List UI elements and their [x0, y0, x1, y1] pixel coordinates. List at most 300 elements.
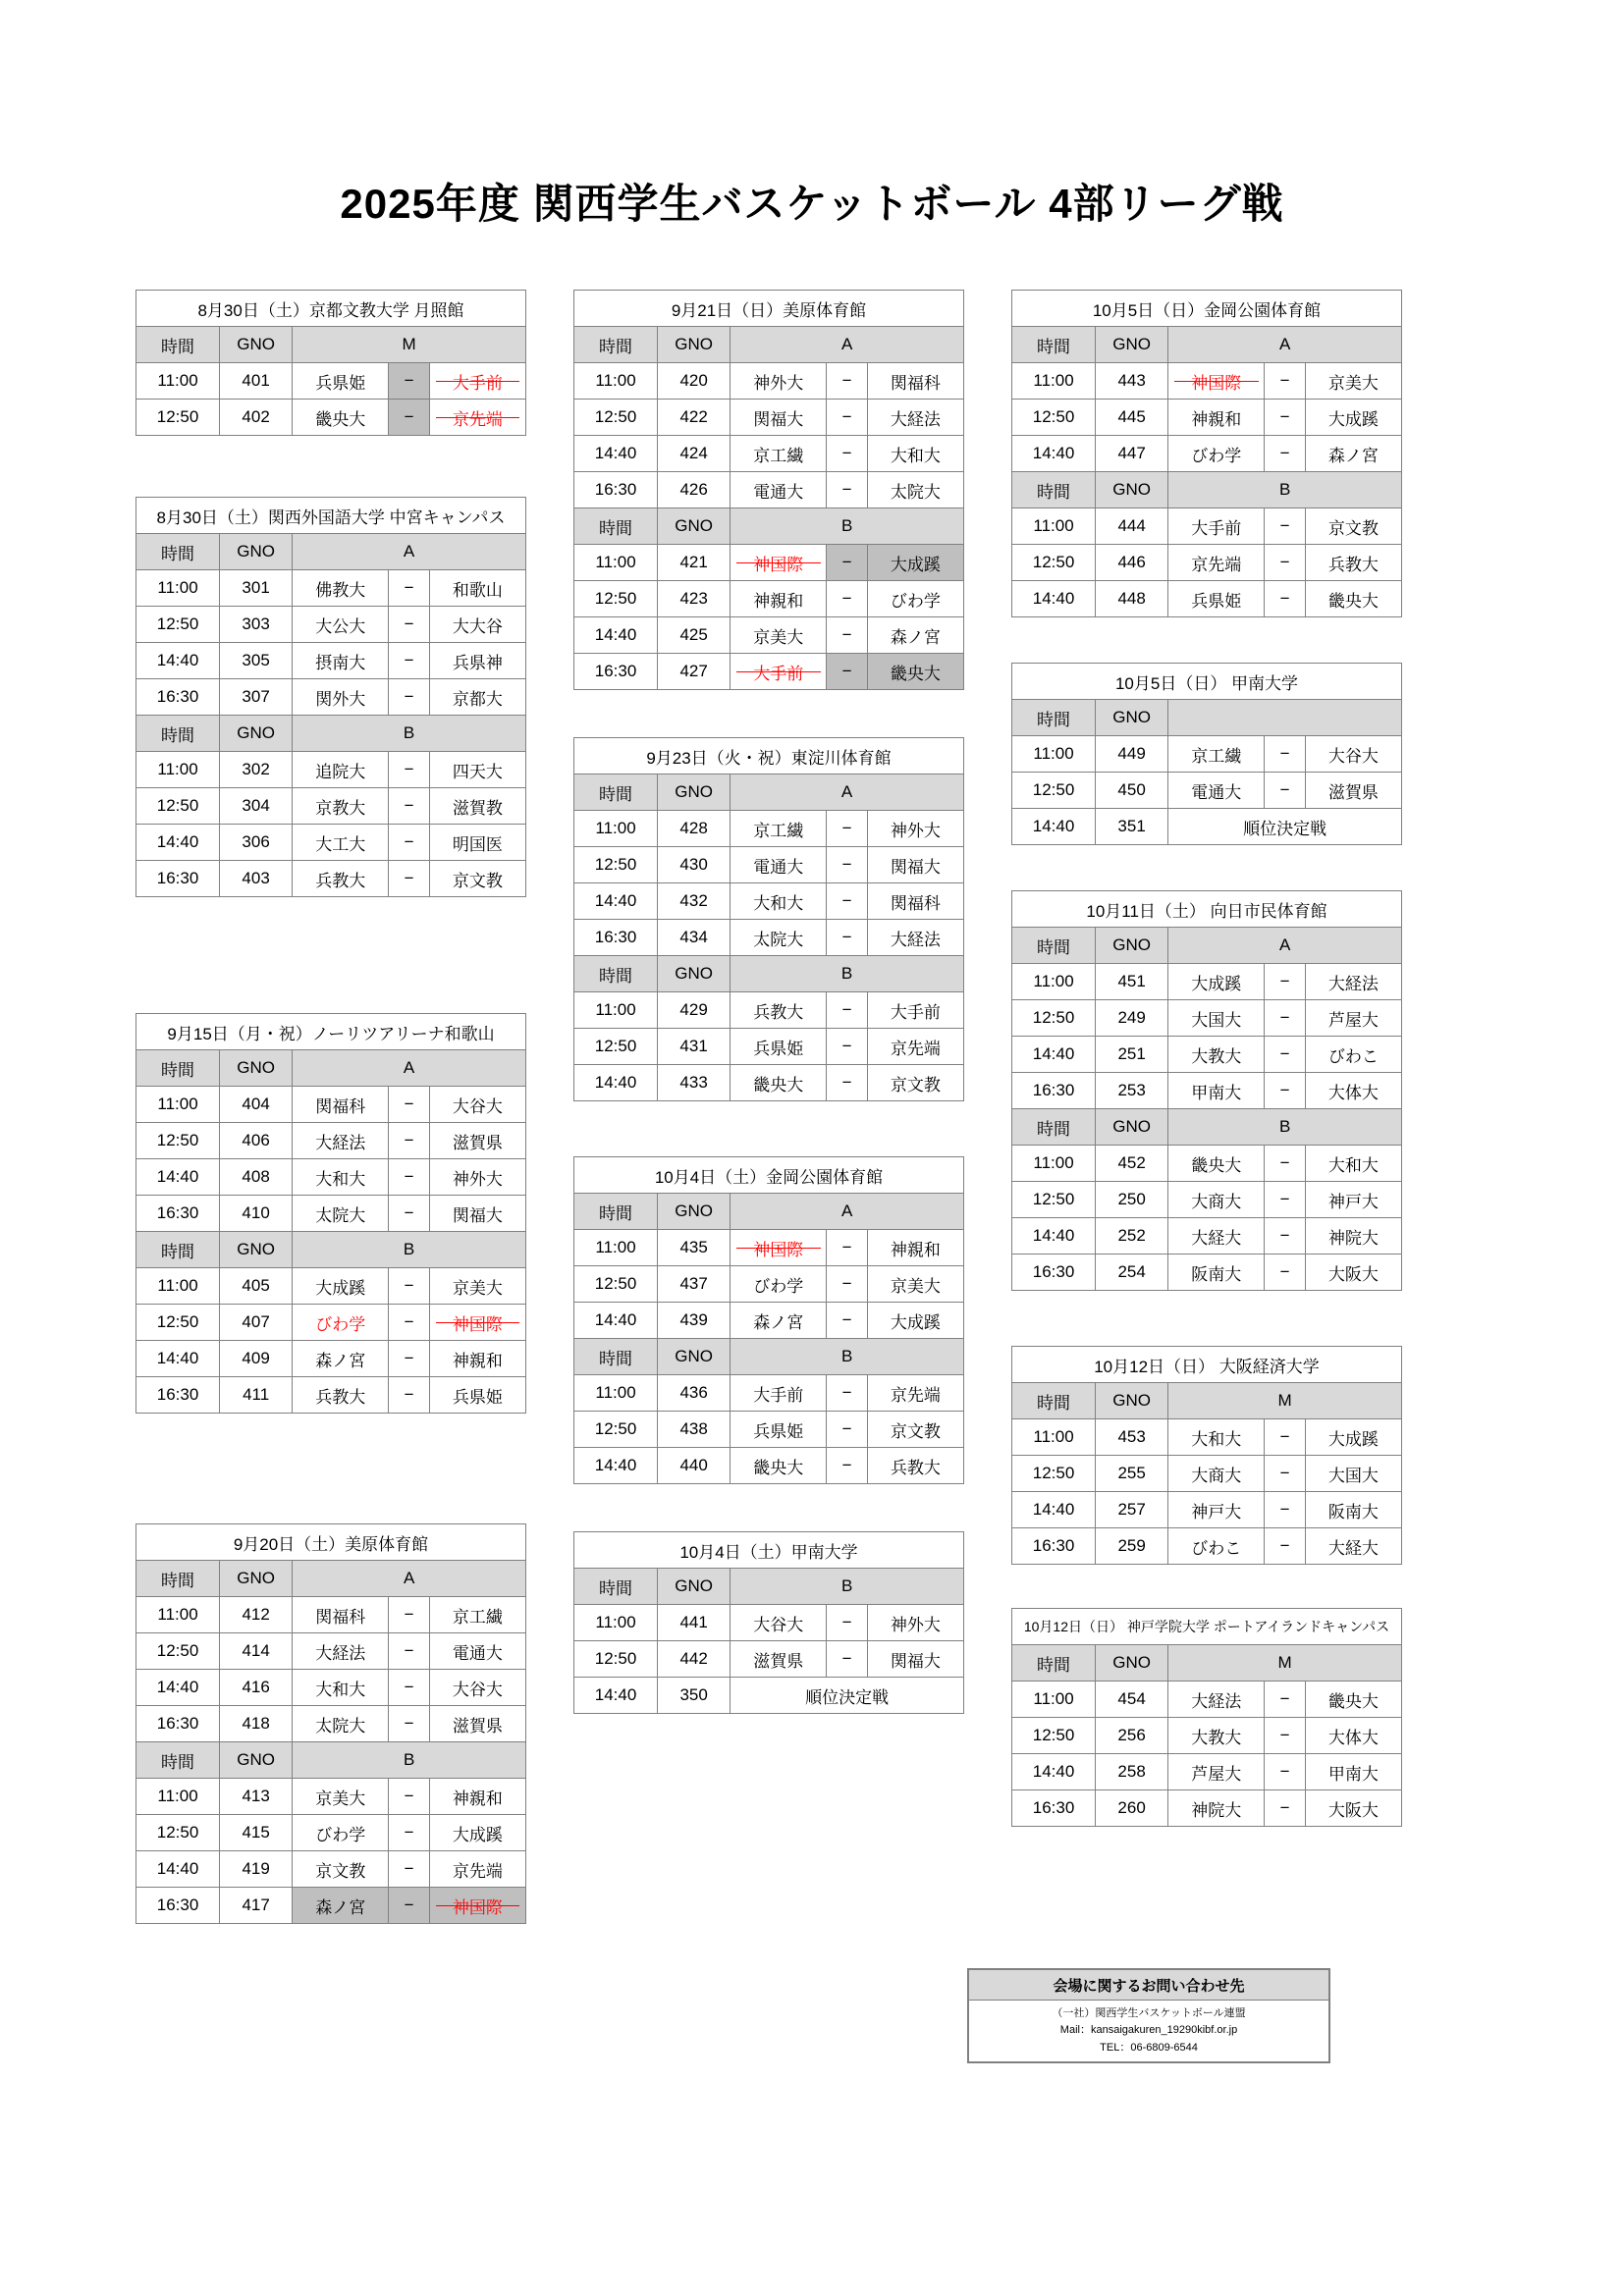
game-time: 14:40 — [1012, 1037, 1096, 1073]
game-time: 14:40 — [1012, 1492, 1096, 1528]
block-label: M — [1168, 1645, 1402, 1682]
game-time: 16:30 — [574, 920, 658, 956]
game-time: 16:30 — [574, 654, 658, 690]
game-row — [574, 847, 964, 883]
spacer — [1011, 845, 1402, 890]
home-team: 太院大 — [293, 1706, 389, 1742]
col-header-gno: GNO — [658, 1339, 731, 1375]
game-number: 419 — [220, 1851, 293, 1888]
versus-separator: − — [827, 1375, 867, 1412]
game-time: 11:00 — [136, 1268, 220, 1305]
versus-separator: − — [389, 607, 429, 643]
venue-title: 9月15日（月・祝）ノーリツアリーナ和歌山 — [136, 1014, 526, 1050]
versus-separator: − — [827, 1412, 867, 1448]
game-time: 16:30 — [136, 1888, 220, 1924]
game-time: 12:50 — [136, 1123, 220, 1159]
away-team: 大成蹊 — [429, 1815, 525, 1851]
game-row — [136, 363, 526, 400]
versus-separator: − — [1265, 1419, 1305, 1456]
home-team: 大商大 — [1168, 1182, 1265, 1218]
home-team: 大成蹊 — [293, 1268, 389, 1305]
col-header-gno: GNO — [1096, 1645, 1168, 1682]
versus-separator: − — [827, 363, 867, 400]
away-team: 滋賀県 — [429, 1706, 525, 1742]
away-team: 大経法 — [1305, 964, 1401, 1000]
block-label: B — [293, 1742, 526, 1779]
versus-separator: − — [1265, 1218, 1305, 1255]
game-row — [136, 1815, 526, 1851]
game-number: 412 — [220, 1597, 293, 1633]
home-team: 芦屋大 — [1168, 1754, 1265, 1790]
away-team: 京都大 — [429, 679, 525, 716]
schedule-table — [573, 290, 964, 690]
game-time: 14:40 — [1012, 581, 1096, 617]
game-row — [574, 1448, 964, 1484]
col-header-gno: GNO — [658, 1194, 731, 1230]
game-number: 260 — [1096, 1790, 1168, 1827]
versus-separator: − — [1265, 964, 1305, 1000]
col-header-gno: GNO — [1096, 1109, 1168, 1146]
game-number: 453 — [1096, 1419, 1168, 1456]
away-team: 関福科 — [867, 883, 963, 920]
away-team: 大経法 — [867, 400, 963, 436]
home-team: 神親和 — [731, 581, 827, 617]
home-team: 兵県姫 — [1168, 581, 1265, 617]
game-number: 413 — [220, 1779, 293, 1815]
game-number: 305 — [220, 643, 293, 679]
versus-separator: − — [827, 545, 867, 581]
game-time: 14:40 — [136, 643, 220, 679]
game-time: 11:00 — [574, 992, 658, 1029]
game-row — [574, 654, 964, 690]
away-team: 大成蹊 — [867, 545, 963, 581]
game-row — [1012, 1218, 1402, 1255]
home-team: 大和大 — [293, 1159, 389, 1196]
home-team: 神国際 — [1168, 363, 1265, 400]
game-time: 12:50 — [574, 1412, 658, 1448]
home-team: 森ノ宮 — [293, 1888, 389, 1924]
game-number: 256 — [1096, 1718, 1168, 1754]
game-time: 12:50 — [574, 1029, 658, 1065]
versus-separator: − — [827, 992, 867, 1029]
home-team: 神親和 — [1168, 400, 1265, 436]
home-team: 電通大 — [731, 847, 827, 883]
game-row — [136, 1341, 526, 1377]
col-header-gno: GNO — [1096, 1383, 1168, 1419]
spacer — [1011, 1291, 1402, 1346]
game-row — [574, 1678, 964, 1714]
versus-separator: − — [389, 570, 429, 607]
schedule-table — [1011, 663, 1402, 845]
spacer — [1011, 617, 1402, 663]
block-label: B — [731, 508, 964, 545]
game-time: 12:50 — [1012, 1718, 1096, 1754]
col-header-time: 時間 — [136, 1232, 220, 1268]
home-team: 大工大 — [293, 825, 389, 861]
home-team: 京美大 — [731, 617, 827, 654]
block-label: A — [1168, 928, 1402, 964]
versus-separator: − — [1265, 1255, 1305, 1291]
home-team: 大手前 — [731, 1375, 827, 1412]
away-team: 大和大 — [867, 436, 963, 472]
game-number: 442 — [658, 1641, 731, 1678]
away-team: 京工繊 — [429, 1597, 525, 1633]
home-team: 電通大 — [1168, 773, 1265, 809]
game-number: 416 — [220, 1670, 293, 1706]
game-number: 425 — [658, 617, 731, 654]
versus-separator: − — [389, 825, 429, 861]
away-team: 明国医 — [429, 825, 525, 861]
game-number: 440 — [658, 1448, 731, 1484]
game-row — [574, 1412, 964, 1448]
versus-separator: − — [827, 581, 867, 617]
game-number: 443 — [1096, 363, 1168, 400]
game-number: 437 — [658, 1266, 731, 1303]
schedule-column-3 — [1011, 290, 1402, 1827]
home-team: 大和大 — [731, 883, 827, 920]
game-row — [574, 883, 964, 920]
home-team: 京工繊 — [731, 811, 827, 847]
game-number: 431 — [658, 1029, 731, 1065]
game-number: 406 — [220, 1123, 293, 1159]
game-row — [136, 643, 526, 679]
versus-separator: − — [1265, 1718, 1305, 1754]
away-team: 甲南大 — [1305, 1754, 1401, 1790]
game-time: 11:00 — [136, 570, 220, 607]
versus-separator: − — [389, 1670, 429, 1706]
game-row — [574, 1303, 964, 1339]
versus-separator: − — [389, 1633, 429, 1670]
versus-separator: − — [1265, 1492, 1305, 1528]
game-time: 16:30 — [1012, 1073, 1096, 1109]
away-team: 大体大 — [1305, 1073, 1401, 1109]
away-team: 京美大 — [429, 1268, 525, 1305]
col-header-time: 時間 — [574, 1569, 658, 1605]
game-number: 407 — [220, 1305, 293, 1341]
game-number: 250 — [1096, 1182, 1168, 1218]
versus-separator: − — [827, 1230, 867, 1266]
away-team: 大谷大 — [1305, 736, 1401, 773]
home-team: 大和大 — [293, 1670, 389, 1706]
col-header-gno: GNO — [658, 956, 731, 992]
col-header-time: 時間 — [1012, 928, 1096, 964]
away-team: 阪南大 — [1305, 1492, 1401, 1528]
away-team: 電通大 — [429, 1633, 525, 1670]
schedule-table — [135, 1013, 526, 1414]
game-number: 253 — [1096, 1073, 1168, 1109]
game-row — [136, 1597, 526, 1633]
game-number: 303 — [220, 607, 293, 643]
game-row — [1012, 809, 1402, 845]
home-team: 畿央大 — [1168, 1146, 1265, 1182]
home-team: 畿央大 — [293, 400, 389, 436]
game-number: 432 — [658, 883, 731, 920]
away-team: 京文教 — [429, 861, 525, 897]
page-title: 2025年度 関西学生バスケットボール 4部リーグ戦 — [340, 181, 1284, 227]
home-team: 大和大 — [1168, 1419, 1265, 1456]
game-time: 16:30 — [136, 861, 220, 897]
game-row — [136, 1268, 526, 1305]
game-time: 12:50 — [574, 847, 658, 883]
game-number: 421 — [658, 545, 731, 581]
home-team: 神戸大 — [1168, 1492, 1265, 1528]
away-team: 京美大 — [867, 1266, 963, 1303]
venue-block — [573, 1531, 964, 1714]
game-time: 11:00 — [1012, 1682, 1096, 1718]
game-number: 401 — [220, 363, 293, 400]
game-row — [136, 570, 526, 607]
home-team: びわ学 — [731, 1266, 827, 1303]
home-team: 大経法 — [1168, 1682, 1265, 1718]
playoff-label: 順位決定戦 — [731, 1678, 964, 1714]
away-team: 畿央大 — [867, 654, 963, 690]
versus-separator: − — [389, 679, 429, 716]
game-time: 11:00 — [1012, 736, 1096, 773]
home-team: 京工繊 — [731, 436, 827, 472]
game-row — [1012, 1073, 1402, 1109]
game-row — [574, 1605, 964, 1641]
away-team: 滋賀県 — [1305, 773, 1401, 809]
col-header-gno: GNO — [1096, 928, 1168, 964]
versus-separator: − — [827, 920, 867, 956]
col-header-time: 時間 — [136, 716, 220, 752]
away-team: 兵県姫 — [429, 1377, 525, 1414]
game-row — [1012, 1682, 1402, 1718]
schedule-table — [135, 1523, 526, 1924]
versus-separator: − — [827, 1266, 867, 1303]
home-team: 兵教大 — [293, 1377, 389, 1414]
game-row — [136, 1196, 526, 1232]
block-label — [1168, 700, 1402, 736]
game-time: 11:00 — [1012, 1419, 1096, 1456]
versus-separator: − — [1265, 508, 1305, 545]
schedule-table — [135, 497, 526, 897]
home-team: 追院大 — [293, 752, 389, 788]
versus-separator: − — [1265, 1754, 1305, 1790]
col-header-gno: GNO — [658, 1569, 731, 1605]
col-header-time: 時間 — [136, 1561, 220, 1597]
game-number: 258 — [1096, 1754, 1168, 1790]
game-number: 454 — [1096, 1682, 1168, 1718]
game-number: 252 — [1096, 1218, 1168, 1255]
game-number: 251 — [1096, 1037, 1168, 1073]
contact-tel: TEL：06-6809-6544 — [1100, 2041, 1198, 2054]
away-team: 京先端 — [429, 400, 525, 436]
game-number: 441 — [658, 1605, 731, 1641]
game-row — [136, 1305, 526, 1341]
versus-separator: − — [389, 1341, 429, 1377]
game-number: 411 — [220, 1377, 293, 1414]
versus-separator: − — [827, 654, 867, 690]
col-header-time: 時間 — [136, 534, 220, 570]
game-row — [1012, 1000, 1402, 1037]
away-team: 大手前 — [429, 363, 525, 400]
venue-block — [135, 290, 526, 436]
spacer — [135, 436, 526, 497]
game-row — [136, 400, 526, 436]
home-team: 京美大 — [293, 1779, 389, 1815]
game-number: 307 — [220, 679, 293, 716]
game-time: 11:00 — [136, 1779, 220, 1815]
game-time: 16:30 — [574, 472, 658, 508]
away-team: 滋賀県 — [429, 1123, 525, 1159]
col-header-gno: GNO — [658, 327, 731, 363]
game-number: 414 — [220, 1633, 293, 1670]
col-header-gno: GNO — [1096, 472, 1168, 508]
venue-title: 10月12日（日） 神戸学院大学 ポートアイランドキャンパス — [1012, 1609, 1402, 1645]
block-label: B — [731, 1339, 964, 1375]
home-team: 兵県姫 — [731, 1029, 827, 1065]
schedule-column-1 — [135, 290, 526, 1924]
game-number: 438 — [658, 1412, 731, 1448]
versus-separator: − — [389, 1159, 429, 1196]
game-row — [1012, 1790, 1402, 1827]
game-time: 14:40 — [574, 1303, 658, 1339]
game-row — [1012, 436, 1402, 472]
col-header-gno: GNO — [220, 1232, 293, 1268]
col-header-time: 時間 — [136, 1742, 220, 1779]
game-number: 452 — [1096, 1146, 1168, 1182]
game-time: 12:50 — [574, 581, 658, 617]
versus-separator: − — [827, 811, 867, 847]
game-number: 450 — [1096, 773, 1168, 809]
game-number: 410 — [220, 1196, 293, 1232]
game-time: 16:30 — [1012, 1528, 1096, 1565]
game-row — [574, 1029, 964, 1065]
game-number: 444 — [1096, 508, 1168, 545]
versus-separator: − — [827, 400, 867, 436]
game-time: 12:50 — [136, 788, 220, 825]
game-number: 306 — [220, 825, 293, 861]
venue-block — [1011, 1346, 1402, 1565]
game-time: 14:40 — [574, 617, 658, 654]
col-header-gno: GNO — [1096, 327, 1168, 363]
col-header-time: 時間 — [574, 1194, 658, 1230]
game-time: 11:00 — [1012, 363, 1096, 400]
home-team: 関福大 — [731, 400, 827, 436]
game-time: 11:00 — [574, 1375, 658, 1412]
game-time: 12:50 — [136, 1305, 220, 1341]
contact-mail: Mail：kansaigakuren_19290kibf.or.jp — [1059, 2024, 1238, 2037]
game-row — [136, 1706, 526, 1742]
game-time: 14:40 — [1012, 436, 1096, 472]
col-header-time: 時間 — [136, 1050, 220, 1087]
game-time: 16:30 — [136, 1706, 220, 1742]
versus-separator: − — [389, 1888, 429, 1924]
game-row — [574, 992, 964, 1029]
home-team: 甲南大 — [1168, 1073, 1265, 1109]
game-row — [136, 1123, 526, 1159]
col-header-time: 時間 — [136, 327, 220, 363]
block-label: B — [1168, 472, 1402, 508]
home-team: 阪南大 — [1168, 1255, 1265, 1291]
versus-separator: − — [827, 1641, 867, 1678]
away-team: 京先端 — [867, 1375, 963, 1412]
game-time: 14:40 — [574, 436, 658, 472]
away-team: 大阪大 — [1305, 1790, 1401, 1827]
home-team: 大経大 — [1168, 1218, 1265, 1255]
versus-separator: − — [1265, 545, 1305, 581]
venue-title: 10月5日（日）金岡公園体育館 — [1012, 291, 1402, 327]
game-number: 301 — [220, 570, 293, 607]
game-number: 403 — [220, 861, 293, 897]
versus-separator: − — [389, 1377, 429, 1414]
game-row — [574, 472, 964, 508]
away-team: 大阪大 — [1305, 1255, 1401, 1291]
game-time: 11:00 — [136, 1597, 220, 1633]
game-number: 415 — [220, 1815, 293, 1851]
home-team: 森ノ宮 — [731, 1303, 827, 1339]
home-team: 兵県姫 — [293, 363, 389, 400]
versus-separator: − — [827, 436, 867, 472]
away-team: 大和大 — [1305, 1146, 1401, 1182]
game-time: 11:00 — [574, 545, 658, 581]
game-number: 302 — [220, 752, 293, 788]
game-row — [1012, 1419, 1402, 1456]
home-team: 森ノ宮 — [293, 1341, 389, 1377]
game-row — [574, 617, 964, 654]
away-team: 神外大 — [867, 1605, 963, 1641]
col-header-gno: GNO — [220, 327, 293, 363]
col-header-time: 時間 — [1012, 1383, 1096, 1419]
away-team: 神国際 — [429, 1888, 525, 1924]
game-number: 422 — [658, 400, 731, 436]
game-time: 11:00 — [136, 1087, 220, 1123]
col-header-gno: GNO — [220, 1561, 293, 1597]
game-row — [574, 1641, 964, 1678]
game-time: 12:50 — [1012, 545, 1096, 581]
home-team: 関福科 — [293, 1597, 389, 1633]
away-team: 大成蹊 — [1305, 1419, 1401, 1456]
versus-separator: − — [389, 1597, 429, 1633]
away-team: 京美大 — [1305, 363, 1401, 400]
home-team: 兵教大 — [293, 861, 389, 897]
playoff-label: 順位決定戦 — [1168, 809, 1402, 845]
versus-separator: − — [1265, 773, 1305, 809]
home-team: 大谷大 — [731, 1605, 827, 1641]
game-number: 409 — [220, 1341, 293, 1377]
game-row — [136, 607, 526, 643]
game-number: 417 — [220, 1888, 293, 1924]
versus-separator: − — [1265, 1182, 1305, 1218]
away-team: 和歌山 — [429, 570, 525, 607]
game-row — [1012, 1037, 1402, 1073]
game-time: 11:00 — [574, 1230, 658, 1266]
away-team: 四天大 — [429, 752, 525, 788]
game-number: 446 — [1096, 545, 1168, 581]
col-header-gno: GNO — [220, 534, 293, 570]
contact-box — [967, 1968, 1330, 2063]
away-team: 京文教 — [1305, 508, 1401, 545]
game-row — [574, 436, 964, 472]
game-number: 449 — [1096, 736, 1168, 773]
versus-separator: − — [389, 1779, 429, 1815]
away-team: 大経大 — [1305, 1528, 1401, 1565]
spacer — [573, 1101, 964, 1156]
game-number: 259 — [1096, 1528, 1168, 1565]
game-time: 11:00 — [136, 363, 220, 400]
game-number: 423 — [658, 581, 731, 617]
game-number: 447 — [1096, 436, 1168, 472]
home-team: 滋賀県 — [731, 1641, 827, 1678]
game-row — [574, 400, 964, 436]
game-time: 14:40 — [136, 1159, 220, 1196]
game-row — [136, 788, 526, 825]
venue-title: 9月21日（日）美原体育館 — [574, 291, 964, 327]
game-time: 14:40 — [136, 1341, 220, 1377]
versus-separator: − — [1265, 1037, 1305, 1073]
game-time: 12:50 — [574, 1266, 658, 1303]
